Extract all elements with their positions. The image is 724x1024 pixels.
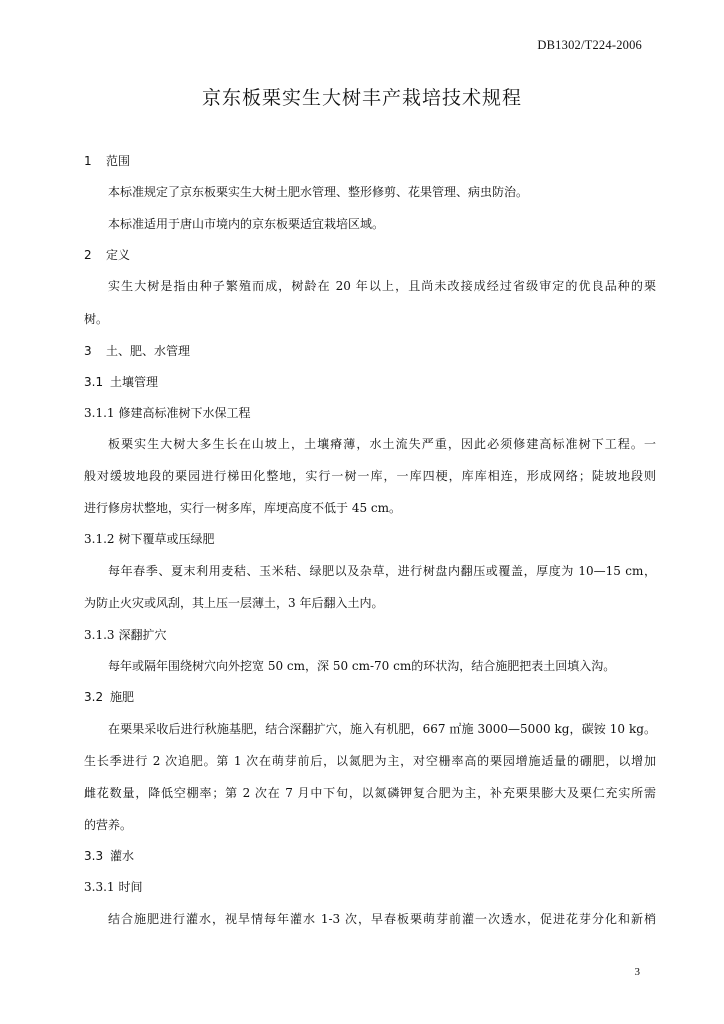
subsection-heading-3-2 xyxy=(84,688,656,706)
section-title: 土壤管理 xyxy=(110,375,159,389)
section-heading-3 xyxy=(84,342,656,360)
subsection-heading-3-1-3 xyxy=(84,626,656,644)
section-number: 3.1.3 xyxy=(84,628,115,642)
section-title: 施肥 xyxy=(110,690,135,704)
paragraph-line: 进行修房状整地，实行一树多库，库埂高度不低于 45 cm。 xyxy=(84,501,402,515)
section-number: 3.2 xyxy=(84,690,104,704)
subsection-heading-3-1-1 xyxy=(84,404,656,422)
paragraph-line: 每年或隔年围绕树穴向外挖宽 50 cm，深 50 cm-70 cm的环状沟，结合施肥把表土回填入沟。 xyxy=(108,659,616,673)
section-number: 3.1.2 xyxy=(84,532,115,546)
paragraph-line: 生长季进行 2 次追肥。第 1 次在萌芽前后，以氮肥为主，对空栅率高的栗园增施适量的硼肥，以增加 xyxy=(84,754,656,768)
section-title: 修建高标准树下水保工程 xyxy=(118,406,251,420)
section-title: 土、肥、水管理 xyxy=(106,344,191,358)
paragraph-line: 般对缓坡地段的栗园进行梯田化整地，实行一树一库，一库四梗，库库相连，形成网络；陡坡地段则 xyxy=(84,469,656,483)
document-title: 京东板栗实生大树丰产栽培技术规程 xyxy=(201,87,522,109)
section-number: 3.1 xyxy=(84,375,104,389)
paragraph-line: 在栗果采收后进行秋施基肥，结合深翻扩穴，施入有机肥，667 ㎡施 3000—5000 kg，碳铵 10 kg。 xyxy=(108,722,656,736)
paragraph-line: 结合施肥进行灌水，视旱情每年灌水 1-3 次，早春板栗萌芽前灌一次透水，促进花芽分化和新梢 xyxy=(108,912,656,926)
section-heading-1 xyxy=(84,152,656,170)
section-number: 1 xyxy=(84,154,92,168)
paragraph-line: 本标准规定了京东板栗实生大树土肥水管理、整形修剪、花果管理、病虫防治。 xyxy=(108,185,529,199)
paragraph-line: 每年春季、夏末利用麦秸、玉米秸、绿肥以及杂草，进行树盘内翻压或覆盖，厚度为 10—15 cm， xyxy=(108,564,656,578)
section-title: 树下覆草或压绿肥 xyxy=(118,532,215,546)
subsection-heading-3-3 xyxy=(84,847,656,865)
section-number: 3.3.1 xyxy=(84,880,115,894)
paragraph-line: 板栗实生大树大多生长在山坡上，土壤瘠薄，水土流失严重，因此必须修建高标准树下工程。一 xyxy=(108,437,656,451)
section-title: 范围 xyxy=(106,154,131,168)
section-title: 深翻扩穴 xyxy=(118,628,167,642)
paragraph-line: 实生大树是指由种子繁殖而成，树龄在 20 年以上，且尚未改接成经过省级审定的优良品种的栗 xyxy=(108,279,656,293)
section-number: 3.1.1 xyxy=(84,406,115,420)
document-code: DB1302/T224-2006 xyxy=(537,38,642,52)
section-number: 3.3 xyxy=(84,849,104,863)
page-number: 3 xyxy=(634,966,640,978)
paragraph-line: 为防止火灾或风刮，其上压一层薄土，3 年后翻入土内。 xyxy=(84,596,384,610)
section-number: 2 xyxy=(84,248,92,262)
section-title: 时间 xyxy=(118,880,143,894)
paragraph-line: 的营养。 xyxy=(84,818,133,832)
paragraph-line: 本标准适用于唐山市境内的京东板栗适宜栽培区域。 xyxy=(108,217,385,231)
subsection-heading-3-3-1 xyxy=(84,878,656,896)
paragraph-line: 树。 xyxy=(84,312,109,326)
subsection-heading-3-1-2 xyxy=(84,530,656,548)
section-number: 3 xyxy=(84,344,92,358)
section-title: 灌水 xyxy=(110,849,135,863)
section-heading-2 xyxy=(84,246,656,264)
paragraph-line: 雌花数量，降低空棚率；第 2 次在 7 月中下旬，以氮磷钾复合肥为主，补充栗果膨大及栗仁充实所需 xyxy=(84,786,656,800)
section-title: 定义 xyxy=(106,248,131,262)
subsection-heading-3-1 xyxy=(84,373,656,391)
